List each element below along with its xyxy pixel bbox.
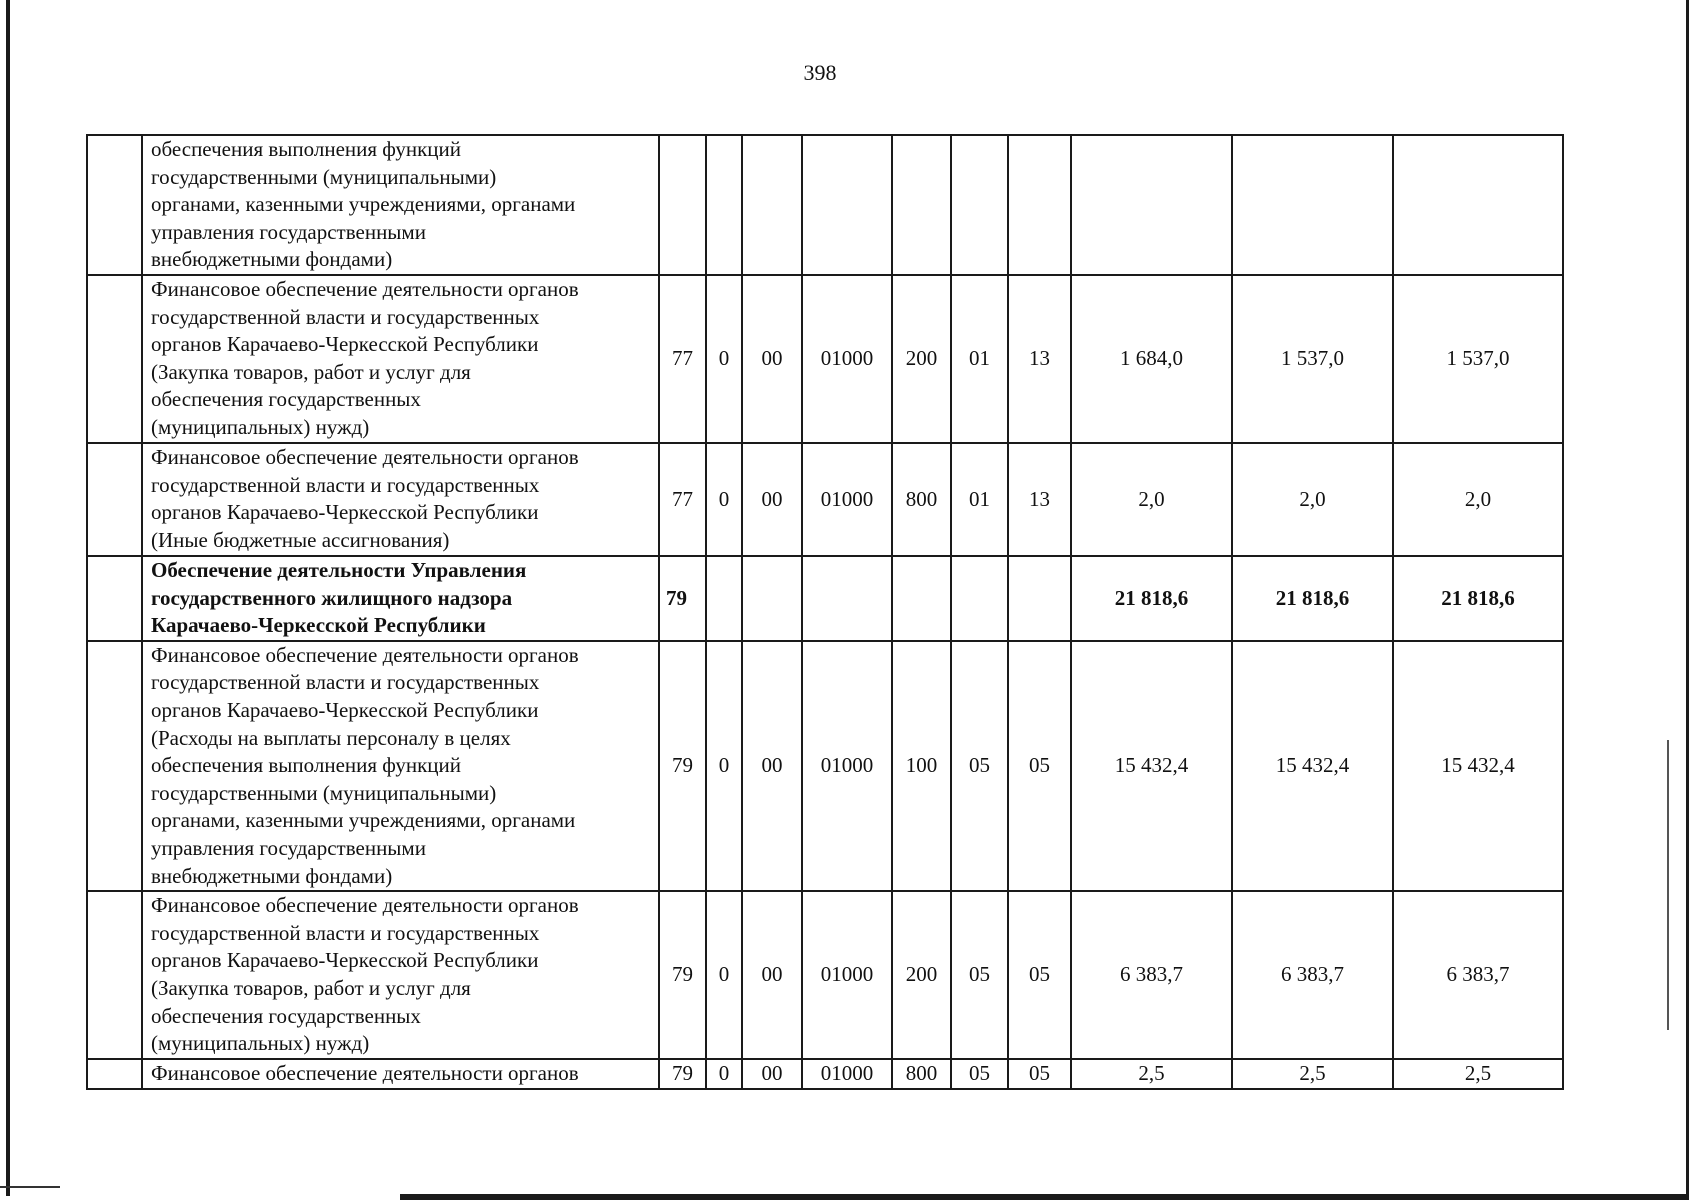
row-amount-3: 21 818,6 <box>1393 556 1563 641</box>
row-code-2: 0 <box>706 1059 742 1089</box>
row-code-7: 05 <box>1008 891 1071 1059</box>
row-code-3: 00 <box>742 641 802 891</box>
row-name: Финансовое обеспечение деятельности органов <box>142 1059 659 1089</box>
row-amount-2: 15 432,4 <box>1232 641 1393 891</box>
row-code-6 <box>951 556 1008 641</box>
table-row <box>87 1059 1563 1089</box>
row-name: Финансовое обеспечение деятельности органов государственной власти и государственных органов Карачаево-Черкесской Республики (Иные бюджетные ассигнования) <box>142 443 659 556</box>
row-code-4: 01000 <box>802 641 892 891</box>
row-code-2 <box>706 135 742 275</box>
row-code-5: 800 <box>892 1059 951 1089</box>
row-amount-3: 6 383,7 <box>1393 891 1563 1059</box>
table-row <box>87 556 1563 641</box>
row-code-5: 100 <box>892 641 951 891</box>
row-code-6: 01 <box>951 443 1008 556</box>
row-code-1: 79 <box>659 641 706 891</box>
row-amount-3 <box>1393 135 1563 275</box>
row-code-6: 05 <box>951 641 1008 891</box>
row-code-3: 00 <box>742 275 802 443</box>
row-amount-1: 1 684,0 <box>1071 275 1232 443</box>
row-code-7: 05 <box>1008 641 1071 891</box>
row-amount-1: 6 383,7 <box>1071 891 1232 1059</box>
row-code-6: 05 <box>951 891 1008 1059</box>
row-code-2: 0 <box>706 275 742 443</box>
row-name: Финансовое обеспечение деятельности органов государственной власти и государственных органов Карачаево-Черкесской Республики (Закупка товаров, работ и услуг для обеспечения государственных (муниципальных) нужд) <box>142 275 659 443</box>
row-code-6: 05 <box>951 1059 1008 1089</box>
row-blank-cell <box>87 135 142 275</box>
row-blank-cell <box>87 1059 142 1089</box>
row-code-5: 200 <box>892 275 951 443</box>
row-code-6 <box>951 135 1008 275</box>
table-row <box>87 641 1563 891</box>
row-blank-cell <box>87 891 142 1059</box>
row-amount-2 <box>1232 135 1393 275</box>
scan-edge-bottom <box>400 1194 1689 1200</box>
row-code-5 <box>892 556 951 641</box>
row-code-4: 01000 <box>802 275 892 443</box>
row-name: обеспечения выполнения функций государственными (муниципальными) органами, казенными учреждениями, органами управления государственными внебюджетными фондами) <box>142 135 659 275</box>
budget-table <box>86 134 1564 1090</box>
row-blank-cell <box>87 641 142 891</box>
table-row <box>87 275 1563 443</box>
row-blank-cell <box>87 556 142 641</box>
row-code-5 <box>892 135 951 275</box>
row-name: Обеспечение деятельности Управления государственного жилищного надзора Карачаево-Черкесской Республики <box>142 556 659 641</box>
scan-edge-left <box>6 0 10 1196</box>
page-number: 398 <box>803 60 837 85</box>
table-row <box>87 443 1563 556</box>
row-code-3 <box>742 135 802 275</box>
row-code-4 <box>802 556 892 641</box>
row-amount-3: 15 432,4 <box>1393 641 1563 891</box>
row-code-3: 00 <box>742 443 802 556</box>
row-amount-2: 1 537,0 <box>1232 275 1393 443</box>
row-amount-2: 2,5 <box>1232 1059 1393 1089</box>
row-name: Финансовое обеспечение деятельности органов государственной власти и государственных органов Карачаево-Черкесской Республики (Закупка товаров, работ и услуг для обеспечения государственных (муниципальных) нужд) <box>142 891 659 1059</box>
row-code-2: 0 <box>706 891 742 1059</box>
scan-mark-right <box>1667 740 1669 1030</box>
row-code-7: 05 <box>1008 1059 1071 1089</box>
row-amount-3: 2,5 <box>1393 1059 1563 1089</box>
row-code-5: 800 <box>892 443 951 556</box>
row-code-4: 01000 <box>802 1059 892 1089</box>
row-code-6: 01 <box>951 275 1008 443</box>
row-code-1: 79 <box>659 556 706 641</box>
row-code-3: 00 <box>742 891 802 1059</box>
row-code-3 <box>742 556 802 641</box>
row-code-1: 77 <box>659 443 706 556</box>
table-row <box>87 891 1563 1059</box>
row-name: Финансовое обеспечение деятельности органов государственной власти и государственных органов Карачаево-Черкесской Республики (Расходы на выплаты персоналу в целях обеспечения выполнения функций государственными (муниципальными) органами, казенными учреждениями, органами управления государственными внебюджетными фондами) <box>142 641 659 891</box>
row-code-7: 13 <box>1008 443 1071 556</box>
row-amount-1: 2,5 <box>1071 1059 1232 1089</box>
row-code-2: 0 <box>706 641 742 891</box>
row-code-7: 13 <box>1008 275 1071 443</box>
row-blank-cell <box>87 443 142 556</box>
row-amount-3: 2,0 <box>1393 443 1563 556</box>
row-code-1 <box>659 135 706 275</box>
row-amount-2: 21 818,6 <box>1232 556 1393 641</box>
row-code-4 <box>802 135 892 275</box>
row-amount-1: 2,0 <box>1071 443 1232 556</box>
row-code-1: 79 <box>659 1059 706 1089</box>
row-code-4: 01000 <box>802 891 892 1059</box>
scan-edge-bottom-left <box>0 1186 60 1188</box>
row-blank-cell <box>87 275 142 443</box>
row-code-1: 77 <box>659 275 706 443</box>
table-row <box>87 135 1563 275</box>
row-code-3: 00 <box>742 1059 802 1089</box>
row-code-5: 200 <box>892 891 951 1059</box>
row-amount-2: 6 383,7 <box>1232 891 1393 1059</box>
row-code-7 <box>1008 556 1071 641</box>
row-code-2 <box>706 556 742 641</box>
row-amount-2: 2,0 <box>1232 443 1393 556</box>
row-amount-1 <box>1071 135 1232 275</box>
row-amount-3: 1 537,0 <box>1393 275 1563 443</box>
row-code-7 <box>1008 135 1071 275</box>
row-amount-1: 15 432,4 <box>1071 641 1232 891</box>
row-code-1: 79 <box>659 891 706 1059</box>
row-amount-1: 21 818,6 <box>1071 556 1232 641</box>
row-code-2: 0 <box>706 443 742 556</box>
row-code-4: 01000 <box>802 443 892 556</box>
